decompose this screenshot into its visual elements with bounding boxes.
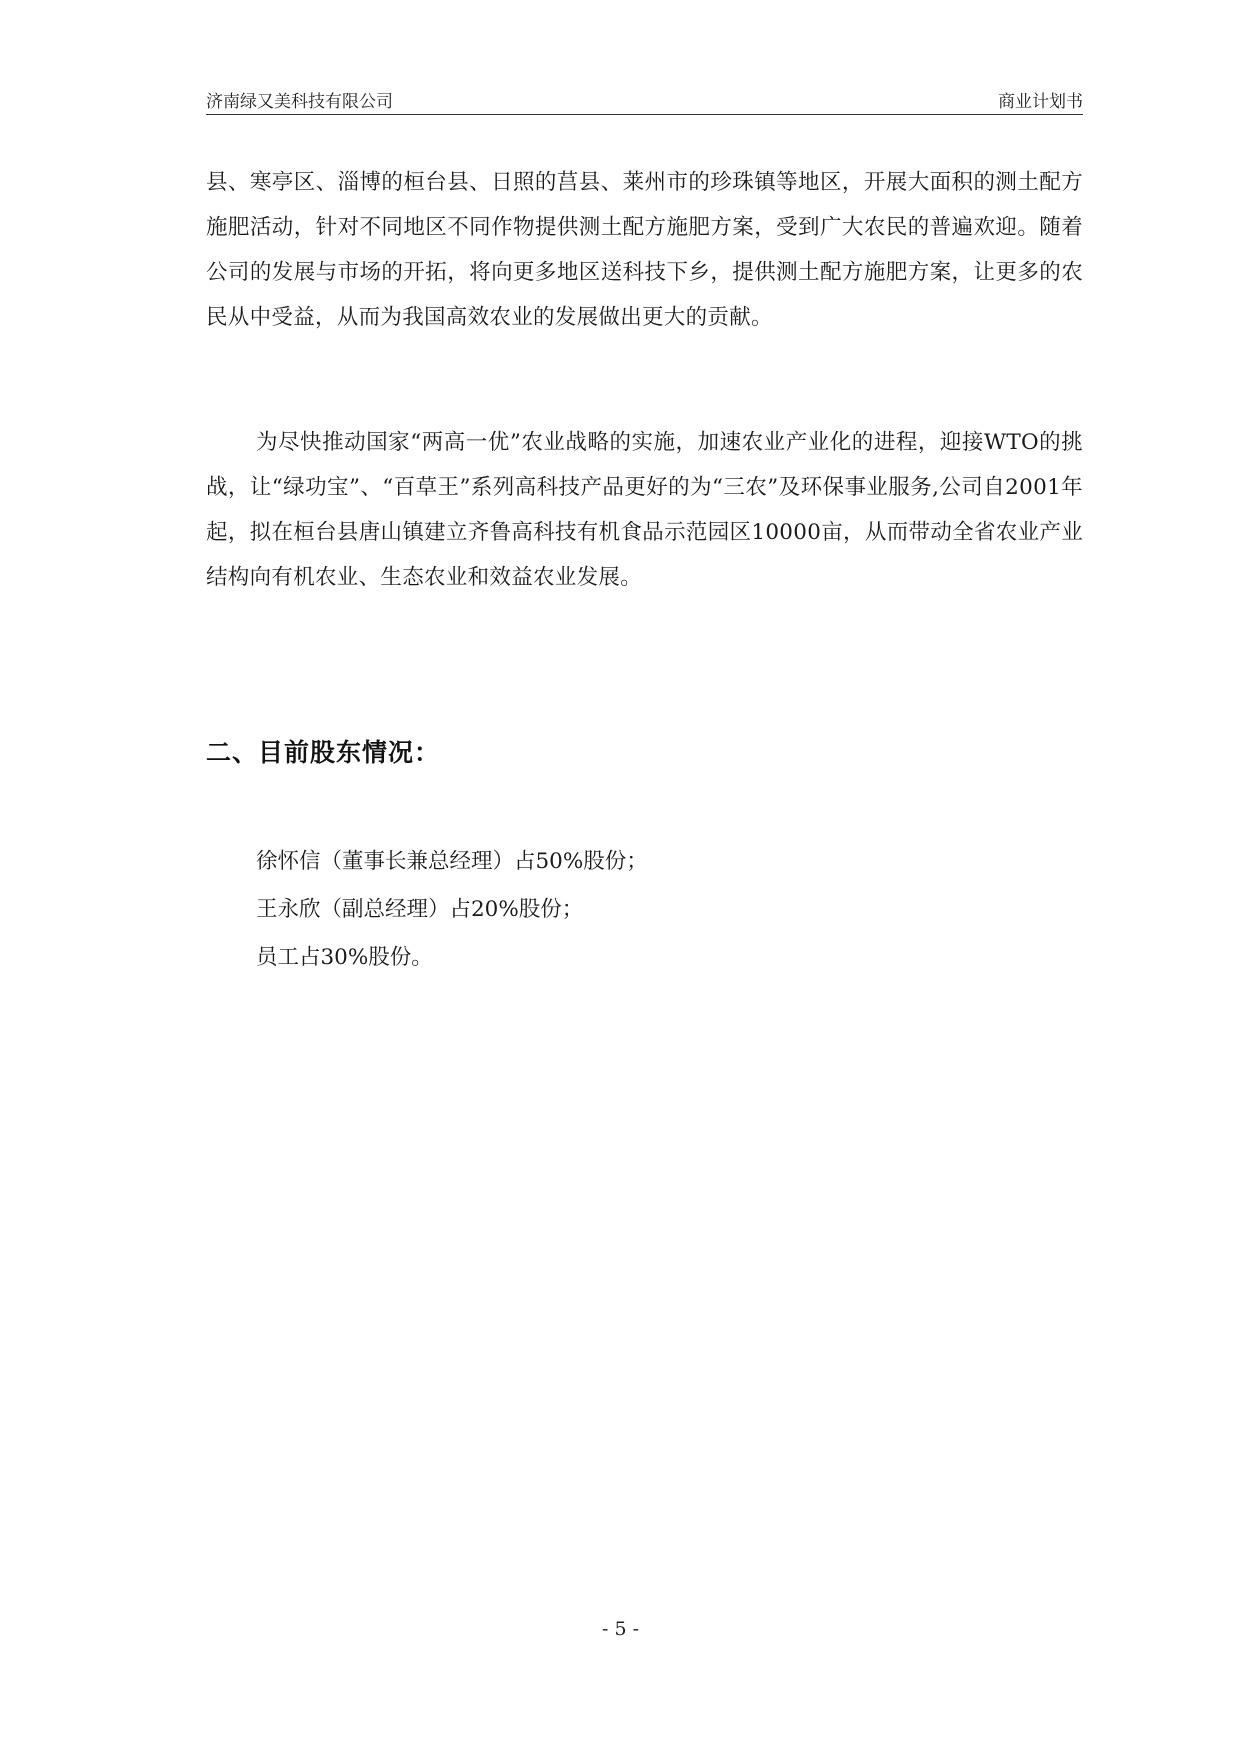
- shareholder-item: 徐怀信（董事长兼总经理）占50%股份；: [256, 849, 648, 874]
- header-company-name: 济南绿又美科技有限公司: [206, 92, 393, 112]
- page-number: - 5 -: [601, 1618, 639, 1640]
- section-heading-shareholders: 二、目前股东情况：: [206, 738, 441, 767]
- shareholder-item: 员工占30%股份。: [256, 945, 433, 970]
- body-paragraph-1: 县、寒亭区、淄博的桓台县、日照的莒县、莱州市的珍珠镇等地区，开展大面积的测土配方施肥活动，针对不同地区不同作物提供测土配方施肥方案，受到广大农民的普遍欢迎。随着公司的发展与市场的开拓，将向更多地区送科技下乡，提供测土配方施肥方案，让更多的农民从中受益，从而为我国高效农业的发展做出更大的贡献。: [206, 170, 1083, 330]
- page-header: [206, 86, 1083, 115]
- shareholder-item: 王永欣（副总经理）占20%股份；: [256, 897, 584, 922]
- shareholder-list: [256, 838, 648, 982]
- body-paragraph-2: 为尽快推动国家“两高一优”农业战略的实施，加速农业产业化的进程，迎接WTO的挑战，让“绿功宝”、“百草王”系列高科技产品更好的为“三农”及环保事业服务,公司自2001年起，拟在桓台县唐山镇建立齐鲁高科技有机食品示范园区10000亩，从而带动全省农业产业结构向有机农业、生态农业和效益农业发展。: [206, 430, 1083, 590]
- header-document-type: 商业计划书: [998, 92, 1083, 112]
